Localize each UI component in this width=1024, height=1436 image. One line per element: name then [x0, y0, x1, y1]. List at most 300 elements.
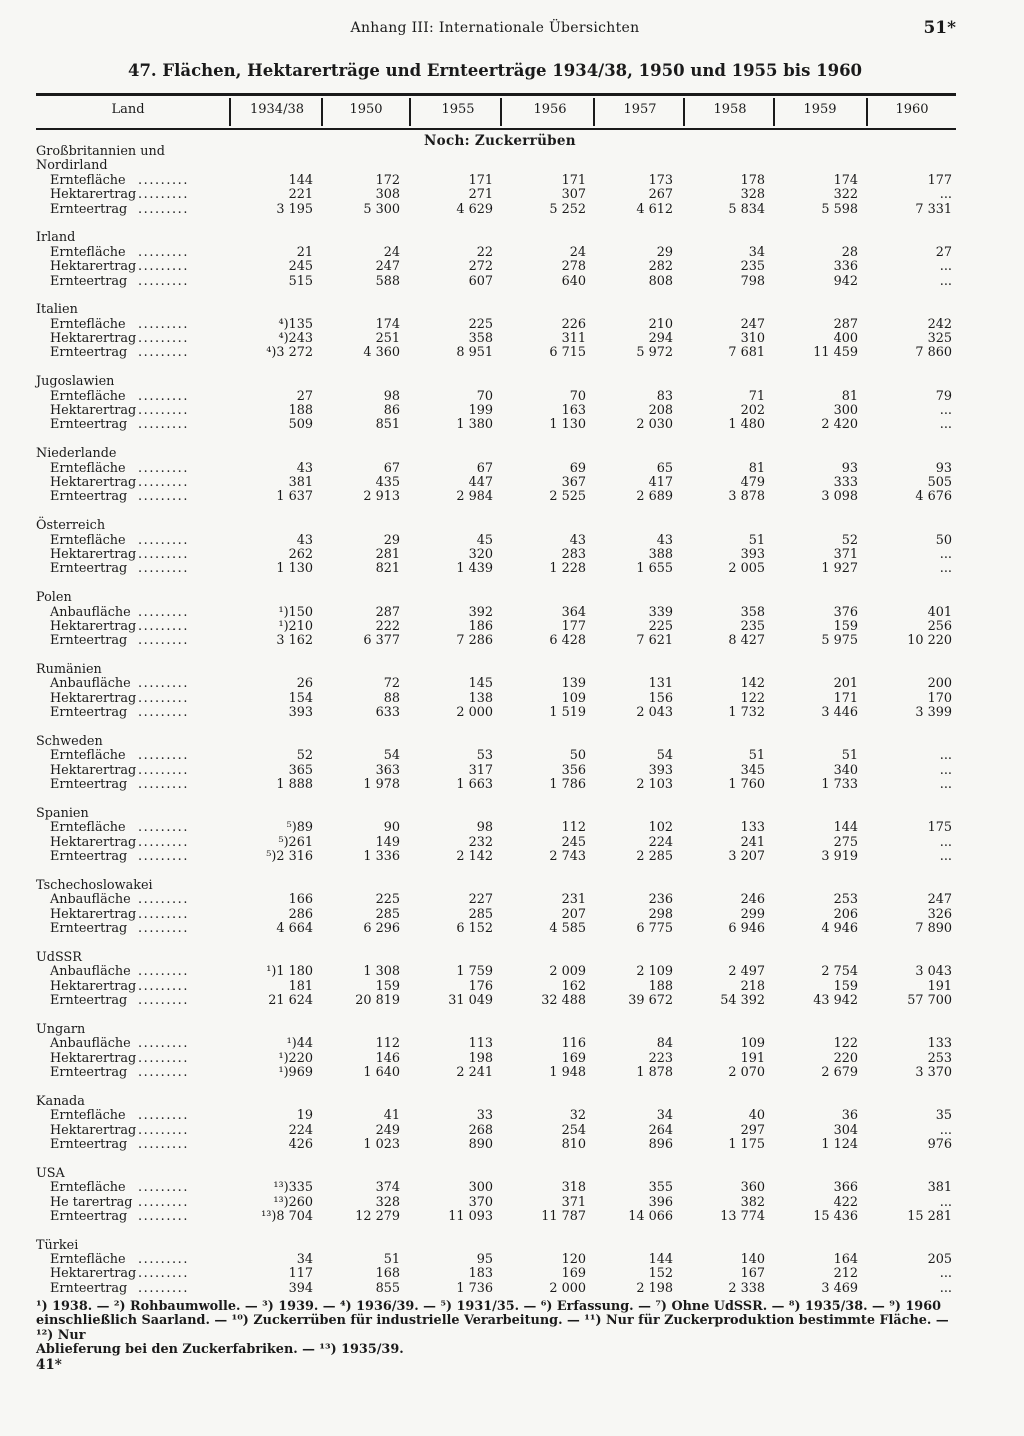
metric-label: Hektarertrag: [50, 474, 137, 490]
table-cell: 168: [375, 1266, 400, 1282]
table-row: [0, 490, 1024, 504]
table-cell: 40: [748, 1108, 765, 1124]
table-cell: 851: [375, 417, 400, 433]
table-subtitle: Noch: Zuckerrüben: [424, 133, 576, 149]
leader-dots: .........: [138, 705, 190, 721]
footnote-line: Ablieferung bei den Zuckerfabriken. — ¹³) 1935/39.: [36, 1342, 404, 1358]
table-cell: 262: [288, 546, 313, 562]
table-cell: 5 975: [821, 633, 858, 649]
table-cell: 79: [935, 388, 952, 404]
table-cell: 149: [375, 834, 400, 850]
table-cell: 810: [561, 1136, 586, 1152]
spacer-row: [0, 505, 1024, 519]
column-header-year: 1956: [533, 102, 567, 117]
country-row: [0, 447, 1024, 461]
leader-dots: .........: [138, 1194, 190, 1210]
table-cell: 159: [833, 978, 858, 994]
table-cell: 122: [833, 1036, 858, 1052]
table-cell: 345: [740, 762, 765, 778]
table-cell: 253: [833, 892, 858, 908]
table-cell: 365: [288, 762, 313, 778]
metric-label: Erntefläche: [50, 748, 126, 764]
table-cell: 28: [841, 244, 858, 260]
table-row: [0, 476, 1024, 490]
table-cell: 232: [468, 834, 493, 850]
table-row: [0, 246, 1024, 260]
table-cell: 515: [288, 273, 313, 289]
table-cell: ...: [939, 1266, 952, 1282]
table-cell: 225: [468, 316, 493, 332]
table-cell: 224: [288, 1122, 313, 1138]
table-cell: 381: [927, 1180, 952, 1196]
table-cell: 35: [935, 1108, 952, 1124]
table-cell: ...: [939, 1280, 952, 1296]
country-name: Niederlande: [36, 446, 117, 462]
table-cell: 505: [927, 474, 952, 490]
table-cell: 2 000: [456, 705, 493, 721]
country-row: [0, 735, 1024, 749]
table-cell: 326: [927, 906, 952, 922]
table-cell: ¹³)260: [273, 1194, 313, 1210]
table-cell: 1 663: [456, 777, 493, 793]
table-row: [0, 1138, 1024, 1152]
table-cell: 167: [740, 1266, 765, 1282]
table-cell: 71: [748, 388, 765, 404]
table-cell: 201: [833, 676, 858, 692]
table-cell: 131: [648, 676, 673, 692]
table-cell: 12 279: [355, 1208, 400, 1224]
table-cell: 22: [476, 244, 493, 260]
table-row: [0, 203, 1024, 217]
table-cell: 225: [648, 618, 673, 634]
table-cell: 1 228: [549, 561, 586, 577]
table-cell: 172: [375, 172, 400, 188]
table-row: [0, 318, 1024, 332]
table-cell: 294: [648, 331, 673, 347]
spacer-row: [0, 577, 1024, 591]
table-cell: 34: [656, 1108, 673, 1124]
table-cell: 11 787: [541, 1208, 586, 1224]
country-name: Polen: [36, 590, 72, 606]
table-cell: 65: [656, 460, 673, 476]
country-name: Rumänien: [36, 662, 102, 678]
spacer-row: [0, 721, 1024, 735]
table-cell: 24: [569, 244, 586, 260]
country-name: Irland: [36, 230, 76, 246]
metric-label: Ernteertrag: [50, 273, 128, 289]
table-cell: 212: [833, 1266, 858, 1282]
table-cell: 70: [476, 388, 493, 404]
table-cell: ...: [939, 762, 952, 778]
table-cell: 2 984: [456, 489, 493, 505]
table-cell: 2 679: [821, 1065, 858, 1080]
leader-dots: .........: [138, 820, 190, 836]
table-cell: 325: [927, 331, 952, 347]
table-cell: 140: [740, 1252, 765, 1268]
table-cell: 272: [468, 259, 493, 275]
table-cell: 370: [468, 1194, 493, 1210]
leader-dots: .........: [138, 906, 190, 922]
table-cell: 1 023: [363, 1136, 400, 1152]
table-cell: 285: [468, 906, 493, 922]
table-cell: 227: [468, 892, 493, 908]
table-row: [0, 677, 1024, 691]
table-row: [0, 1253, 1024, 1267]
table-cell: 45: [476, 532, 493, 548]
running-header: Anhang III: Internationale Übersichten: [350, 20, 640, 36]
column-header-year: 1950: [349, 102, 383, 117]
table-cell: ...: [939, 1194, 952, 1210]
table-cell: 11 093: [448, 1208, 493, 1224]
table-cell: 394: [288, 1280, 313, 1296]
table-row: [0, 606, 1024, 620]
table-cell: 163: [561, 403, 586, 419]
table-row: [0, 534, 1024, 548]
table-cell: 13 774: [720, 1208, 765, 1224]
table-cell: 19: [296, 1108, 313, 1124]
table-cell: 1 927: [821, 561, 858, 577]
leader-dots: .........: [138, 964, 190, 980]
table-cell: 112: [561, 820, 586, 836]
table-cell: 1 130: [276, 561, 313, 577]
leader-dots: .........: [138, 1266, 190, 1282]
spacer-row: [0, 361, 1024, 375]
column-separator: [593, 98, 595, 126]
table-cell: 98: [383, 388, 400, 404]
table-cell: 318: [561, 1180, 586, 1196]
country-name: Ungarn: [36, 1021, 86, 1037]
table-cell: 93: [935, 460, 952, 476]
column-header-year: 1959: [803, 102, 837, 117]
table-cell: 191: [740, 1050, 765, 1066]
metric-label: Hektarertrag: [50, 403, 137, 419]
table-cell: 95: [476, 1252, 493, 1268]
table-cell: 2 103: [636, 777, 673, 793]
table-cell: 152: [648, 1266, 673, 1282]
table-row: [0, 692, 1024, 706]
table-cell: 69: [569, 460, 586, 476]
column-header-year: 1955: [441, 102, 475, 117]
table-cell: 169: [561, 1266, 586, 1282]
table-cell: 1 733: [821, 777, 858, 793]
table-cell: 287: [375, 604, 400, 620]
metric-label: Ernteertrag: [50, 345, 128, 361]
table-cell: 2 109: [636, 964, 673, 980]
table-cell: 339: [648, 604, 673, 620]
country-row: [0, 591, 1024, 605]
table-row: [0, 1037, 1024, 1051]
table-cell: 224: [648, 834, 673, 850]
table-cell: 3 195: [276, 201, 313, 217]
metric-label: Erntefläche: [50, 316, 126, 332]
table-cell: 6 946: [728, 921, 765, 937]
table-cell: 8 427: [728, 633, 765, 649]
table-cell: 264: [648, 1122, 673, 1138]
table-cell: 5 252: [549, 201, 586, 217]
table-cell: 2 043: [636, 705, 673, 721]
metric-label: Erntefläche: [50, 244, 126, 260]
table-cell: 20 819: [355, 993, 400, 1009]
table-cell: 3 399: [915, 705, 952, 721]
country-name: Italien: [36, 302, 78, 318]
table-cell: 275: [833, 834, 858, 850]
spacer-row: [0, 865, 1024, 879]
table-cell: 223: [648, 1050, 673, 1066]
country-row: [0, 375, 1024, 389]
column-separator: [321, 98, 323, 126]
table-cell: 435: [375, 474, 400, 490]
table-cell: 36: [841, 1108, 858, 1124]
table-cell: 392: [468, 604, 493, 620]
metric-label: Anbaufläche: [50, 676, 131, 692]
table-cell: 112: [375, 1036, 400, 1052]
table-cell: 186: [468, 618, 493, 634]
table-row: [0, 1196, 1024, 1210]
table-cell: 2 241: [456, 1065, 493, 1080]
table-cell: 70: [569, 388, 586, 404]
table-cell: 6 428: [549, 633, 586, 649]
table-cell: 5 300: [363, 201, 400, 217]
table-cell: 98: [476, 820, 493, 836]
table-cell: 7 890: [915, 921, 952, 937]
table-cell: 29: [656, 244, 673, 260]
table-cell: 93: [841, 460, 858, 476]
table-cell: 51: [748, 532, 765, 548]
table-cell: 254: [561, 1122, 586, 1138]
leader-dots: .........: [138, 201, 190, 217]
table-cell: 2 743: [549, 849, 586, 865]
table-cell: 355: [648, 1180, 673, 1196]
table-cell: 175: [927, 820, 952, 836]
metric-label: Hektarertrag: [50, 1122, 137, 1138]
table-cell: 286: [288, 906, 313, 922]
table-cell: 6 296: [363, 921, 400, 937]
table-cell: 1 786: [549, 777, 586, 793]
table-row: [0, 174, 1024, 188]
leader-dots: .........: [138, 345, 190, 361]
table-cell: 3 162: [276, 633, 313, 649]
country-name: Türkei: [36, 1237, 79, 1253]
column-separator: [866, 98, 868, 126]
spacer-row: [0, 1152, 1024, 1166]
table-cell: 2 009: [549, 964, 586, 980]
leader-dots: .........: [138, 748, 190, 764]
metric-label: Ernteertrag: [50, 1208, 128, 1224]
table-row: [0, 548, 1024, 562]
country-row: [0, 231, 1024, 245]
table-cell: 2 420: [821, 417, 858, 433]
table-cell: 278: [561, 259, 586, 275]
table-cell: 21 624: [268, 993, 313, 1009]
table-cell: 164: [833, 1252, 858, 1268]
table-cell: 249: [375, 1122, 400, 1138]
table-cell: ¹)220: [278, 1050, 313, 1066]
table-cell: 1 439: [456, 561, 493, 577]
metric-label: Hektarertrag: [50, 187, 137, 203]
table-cell: 200: [927, 676, 952, 692]
table-cell: 393: [648, 762, 673, 778]
metric-label: Ernteertrag: [50, 1280, 128, 1296]
table-cell: 67: [383, 460, 400, 476]
table-cell: ...: [939, 748, 952, 764]
table-cell: 401: [927, 604, 952, 620]
leader-dots: .........: [138, 460, 190, 476]
table-cell: 176: [468, 978, 493, 994]
table-cell: ...: [939, 259, 952, 275]
table-cell: 393: [288, 705, 313, 721]
spacer-row: [0, 1008, 1024, 1022]
table-cell: 198: [468, 1050, 493, 1066]
metric-label: Ernteertrag: [50, 849, 128, 865]
country-name: Tschechoslowakei: [36, 877, 153, 893]
table-cell: 890: [468, 1136, 493, 1152]
table-cell: 311: [561, 331, 586, 347]
table-cell: 251: [375, 331, 400, 347]
leader-dots: .........: [138, 417, 190, 433]
table-cell: ¹)150: [278, 604, 313, 620]
table-row: [0, 1210, 1024, 1224]
table-cell: 1 336: [363, 849, 400, 865]
table-cell: 798: [740, 273, 765, 289]
metric-label: Ernteertrag: [50, 705, 128, 721]
table-cell: 222: [375, 618, 400, 634]
table-row: [0, 260, 1024, 274]
table-cell: 138: [468, 690, 493, 706]
table-cell: 3 098: [821, 489, 858, 505]
table-cell: 382: [740, 1194, 765, 1210]
metric-label: Ernteertrag: [50, 489, 128, 505]
table-cell: 241: [740, 834, 765, 850]
table-cell: 253: [927, 1050, 952, 1066]
table-cell: 300: [468, 1180, 493, 1196]
leader-dots: .........: [138, 474, 190, 490]
table-cell: 2 338: [728, 1280, 765, 1296]
table-cell: ...: [939, 1122, 952, 1138]
table-cell: 205: [927, 1252, 952, 1268]
table-cell: 14 066: [628, 1208, 673, 1224]
table-cell: ...: [939, 187, 952, 203]
table-cell: 1 519: [549, 705, 586, 721]
table-cell: 1 175: [728, 1136, 765, 1152]
table-cell: 1 888: [276, 777, 313, 793]
footnotes: [36, 1300, 956, 1358]
metric-label: Ernteertrag: [50, 417, 128, 433]
table-cell: 371: [561, 1194, 586, 1210]
table-cell: 367: [561, 474, 586, 490]
leader-dots: .........: [138, 892, 190, 908]
country-row: [0, 145, 1024, 159]
table-body: [0, 145, 1024, 1296]
leader-dots: .........: [138, 1108, 190, 1124]
table-row: [0, 275, 1024, 289]
metric-label: Hektarertrag: [50, 618, 137, 634]
table-cell: 24: [383, 244, 400, 260]
metric-label: Anbaufläche: [50, 1036, 131, 1052]
table-cell: 246: [740, 892, 765, 908]
table-cell: 4 629: [456, 201, 493, 217]
leader-dots: .........: [138, 1122, 190, 1138]
table-cell: 169: [561, 1050, 586, 1066]
table-cell: 307: [561, 187, 586, 203]
table-cell: 33: [476, 1108, 493, 1124]
table-cell: 235: [740, 618, 765, 634]
table-cell: 159: [833, 618, 858, 634]
table-cell: 170: [927, 690, 952, 706]
table-cell: 2 030: [636, 417, 673, 433]
table-cell: 67: [476, 460, 493, 476]
metric-label: Hektarertrag: [50, 834, 137, 850]
column-separator: [229, 98, 231, 126]
table-cell: 145: [468, 676, 493, 692]
table-row: [0, 706, 1024, 720]
table-cell: 54 392: [720, 993, 765, 1009]
leader-dots: .........: [138, 762, 190, 778]
table-cell: 298: [648, 906, 673, 922]
table-row: [0, 1282, 1024, 1296]
table-cell: 2 005: [728, 561, 765, 577]
table-cell: 235: [740, 259, 765, 275]
table-cell: 333: [833, 474, 858, 490]
leader-dots: .........: [138, 388, 190, 404]
table-cell: 6 152: [456, 921, 493, 937]
table-row: [0, 893, 1024, 907]
metric-label: Hektarertrag: [50, 690, 137, 706]
country-row: [0, 303, 1024, 317]
table-cell: 282: [648, 259, 673, 275]
metric-label: Ernteertrag: [50, 993, 128, 1009]
table-cell: 34: [296, 1252, 313, 1268]
table-cell: 52: [841, 532, 858, 548]
metric-label: He tarertrag: [50, 1194, 133, 1210]
table-cell: 340: [833, 762, 858, 778]
table-row: [0, 1181, 1024, 1195]
table-cell: 287: [833, 316, 858, 332]
country-name: Nordirland: [36, 158, 108, 174]
table-cell: 3 878: [728, 489, 765, 505]
table-cell: 54: [656, 748, 673, 764]
metric-label: Anbaufläche: [50, 964, 131, 980]
table-cell: 417: [648, 474, 673, 490]
table-cell: 2 070: [728, 1065, 765, 1080]
table-cell: ⁴)3 272: [266, 345, 313, 361]
metric-label: Hektarertrag: [50, 906, 137, 922]
table-cell: 122: [740, 690, 765, 706]
table-cell: 479: [740, 474, 765, 490]
column-header-land: Land: [111, 102, 145, 117]
country-name: Kanada: [36, 1093, 85, 1109]
table-cell: 283: [561, 546, 586, 562]
table-cell: 4 585: [549, 921, 586, 937]
table-cell: 231: [561, 892, 586, 908]
table-cell: 51: [841, 748, 858, 764]
table-cell: ...: [939, 834, 952, 850]
table-cell: 4 664: [276, 921, 313, 937]
metric-label: Hektarertrag: [50, 1266, 137, 1282]
table-cell: 633: [375, 705, 400, 721]
table-cell: 2 142: [456, 849, 493, 865]
table-cell: 21: [296, 244, 313, 260]
table-cell: 139: [561, 676, 586, 692]
table-cell: ⁴)243: [278, 331, 313, 347]
table-cell: 1 878: [636, 1065, 673, 1080]
table-cell: 336: [833, 259, 858, 275]
table-cell: 1 759: [456, 964, 493, 980]
table-cell: 268: [468, 1122, 493, 1138]
footnote-line: ¹) 1938. — ²) Rohbaumwolle. — ³) 1939. — ⁴) 1936/39. — ⁵) 1931/35. — ⁶) Erfassung. — ⁷) Ohne UdSSR. — ⁸) 1935/38. — ⁹) 1960: [36, 1299, 942, 1314]
table-row: [0, 562, 1024, 576]
table-cell: 221: [288, 187, 313, 203]
table-cell: 191: [927, 978, 952, 994]
